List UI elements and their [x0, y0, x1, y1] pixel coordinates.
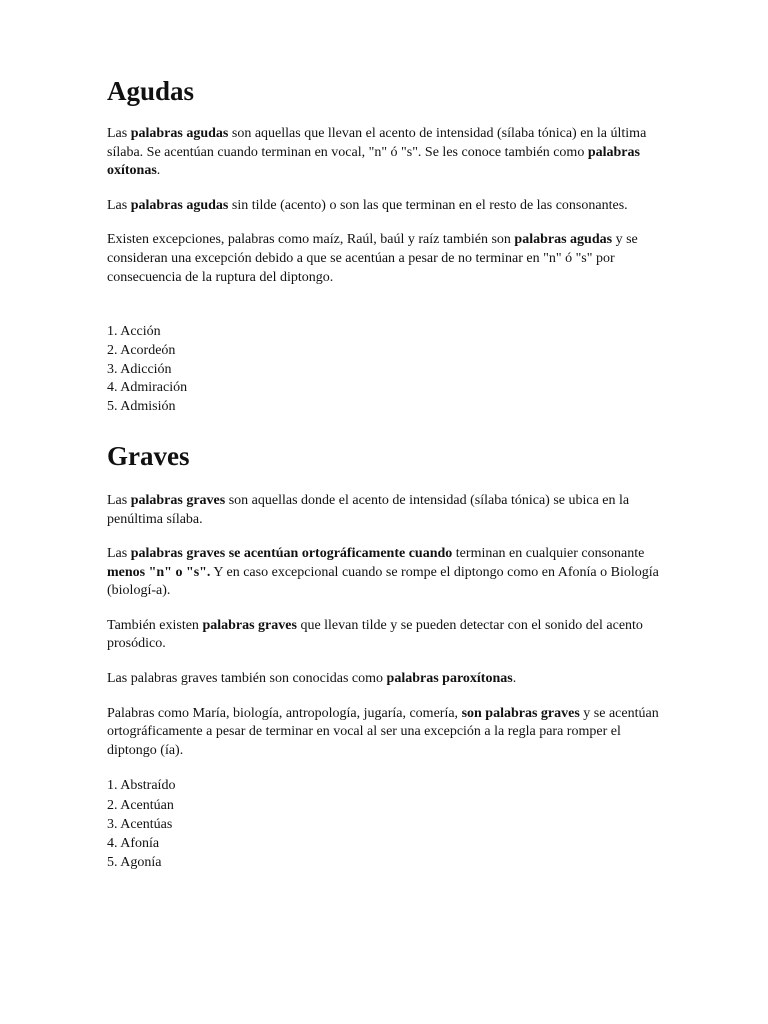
bold-term: palabras graves	[130, 492, 226, 508]
word-list-graves	[107, 776, 661, 872]
bold-term: son palabras graves	[461, 705, 580, 721]
list-item: 1. Acción	[107, 324, 161, 340]
bold-term: menos "n" o "s".	[107, 564, 211, 580]
paragraph-text: son aquellas donde el acento de intensidad (sílaba tónica) se ubica en la penúltima sílaba.	[107, 492, 630, 527]
paragraph-text: También existen	[107, 617, 203, 633]
paragraph	[107, 492, 661, 529]
document-body	[107, 76, 661, 873]
bold-term: palabras paroxítonas	[386, 671, 513, 687]
list-item: 2. Acordeón	[107, 342, 176, 358]
paragraph	[107, 231, 661, 287]
paragraph-text: Y en caso excepcional cuando se rompe el diptongo como en Afonía o Biología (biologí-a).	[107, 564, 659, 599]
list-item: 5. Agonía	[107, 855, 162, 871]
paragraph	[107, 545, 661, 601]
paragraph-text: y se acentúan ortográficamente a pesar de terminar en vocal al ser una excepción a la regla para romper el diptongo (ía).	[107, 705, 659, 758]
word-list-agudas	[107, 323, 661, 417]
section-heading-agudas: Agudas	[107, 76, 195, 106]
paragraph-text: .	[156, 163, 161, 179]
paragraph	[107, 617, 661, 654]
section-heading-graves: Graves	[107, 440, 190, 471]
bold-term: palabras agudas	[130, 126, 229, 141]
paragraph-text: Las	[107, 197, 131, 213]
paragraph	[107, 670, 661, 689]
list-item: 2. Acentúan	[107, 797, 174, 813]
paragraph-text: Existen excepciones, palabras como maíz, Raúl, baúl y raíz también son	[107, 232, 515, 248]
bold-term: palabras agudas	[514, 232, 613, 248]
paragraph-text: Las	[107, 546, 131, 562]
list-item: 4. Afonía	[107, 836, 160, 852]
paragraph-text: Las	[107, 492, 131, 508]
paragraph-text: Las palabras graves también son conocidas como	[107, 671, 387, 687]
paragraph-text: Las	[107, 126, 131, 141]
section-agudas	[107, 76, 661, 417]
paragraph-text: que llevan tilde y se pueden detectar con el sonido del acento prosódico.	[107, 617, 643, 652]
bold-term: palabras oxítonas	[107, 144, 640, 179]
section-graves	[107, 441, 661, 873]
paragraph	[107, 197, 661, 216]
paragraph	[107, 125, 661, 181]
list-item: 3. Acentúas	[107, 816, 173, 832]
bold-term: palabras graves	[202, 617, 297, 633]
list-item: 3. Adicción	[107, 361, 172, 377]
paragraph-text: .	[512, 671, 517, 687]
paragraph	[107, 705, 661, 761]
paragraph-text: son aquellas que llevan el acento de intensidad (sílaba tónica) en la última sílaba. Se acentúan cuando terminan en vocal, "n" ó "s". Se les conoce también como	[107, 126, 647, 160]
bold-term: palabras graves se acentúan ortográficamente cuando	[130, 546, 453, 562]
paragraph-text: y se consideran una excepción debido a que se acentúan a pesar de no terminar en "n" ó "s" por consecuencia de la ruptura del diptongo.	[107, 232, 638, 285]
list-item: 4. Admiración	[107, 380, 188, 396]
list-item: 1. Abstraído	[107, 778, 176, 794]
paragraph-text: Palabras como María, biología, antropología, jugaría, comería,	[107, 705, 462, 721]
paragraph-text: terminan en cualquier consonante	[452, 546, 645, 562]
paragraph-text: sin tilde (acento) o son las que terminan en el resto de las consonantes.	[228, 197, 628, 213]
bold-term: palabras agudas	[130, 197, 229, 213]
list-item: 5. Admisión	[107, 399, 176, 415]
